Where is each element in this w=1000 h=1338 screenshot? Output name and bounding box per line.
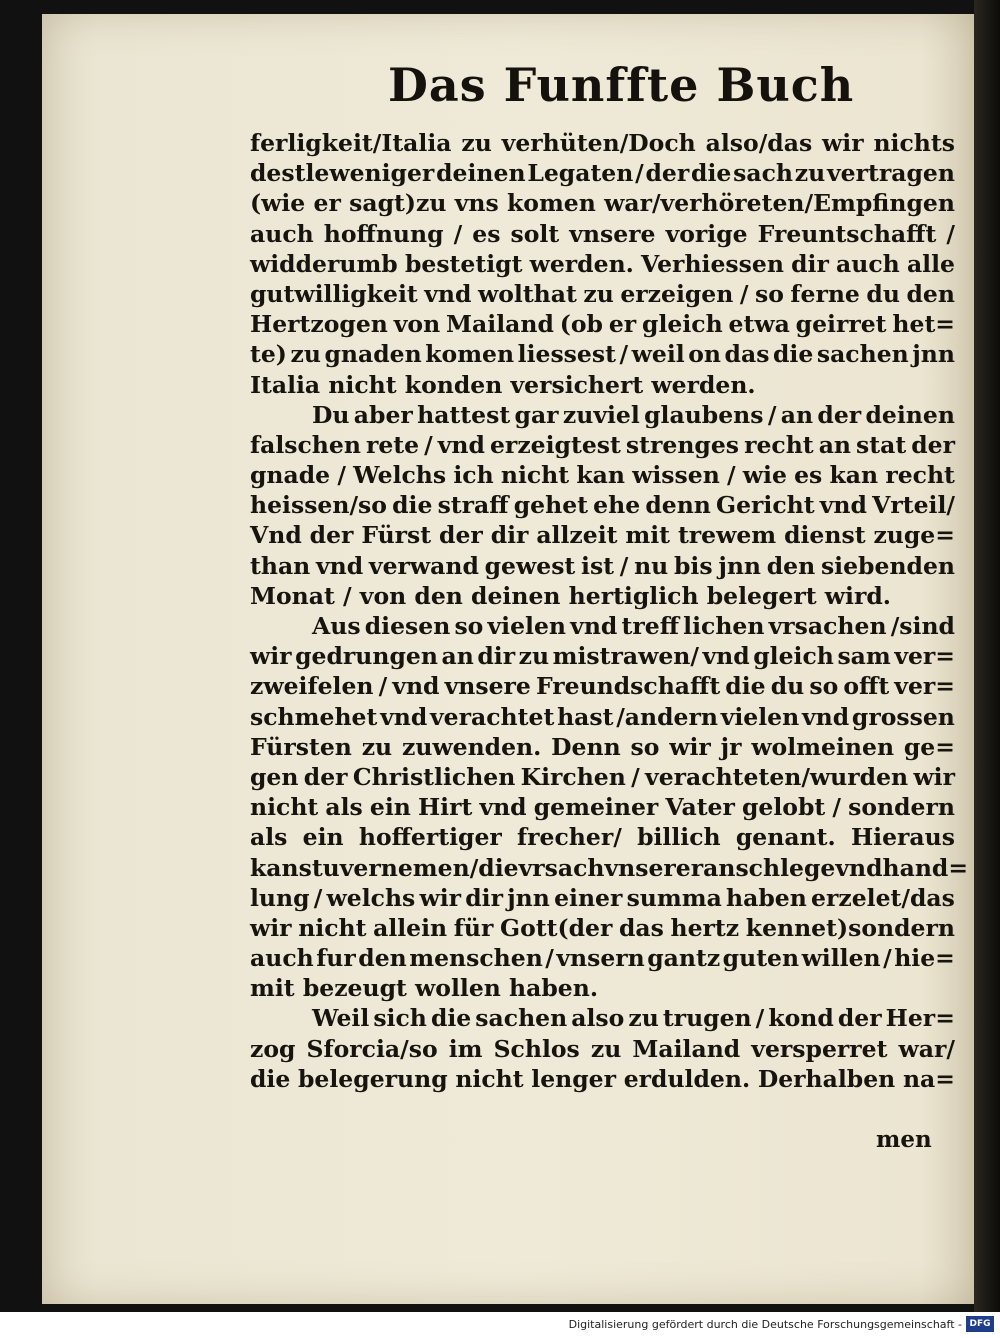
text-line: kanstu vernemen/die vrsach vnserer anschlege vnd hand= (250, 853, 969, 882)
text-line: heissen/so die straff gehet ehe denn Gericht vnd Vrteil/ (250, 491, 955, 520)
text-line: als ein hoffertiger frecher/ billich genant. Hieraus (250, 823, 955, 852)
text-line: wir nicht allein für Gott(der das hertz kennet)sondern (250, 913, 955, 942)
text-line: gen der Christlichen Kirchen / verachteten/wurden wir (250, 762, 955, 791)
text-line: lung / welchs wir dir jnn einer summa haben erzelet/das (250, 883, 955, 912)
text-line: auch hoffnung / es solt vnsere vorige Freuntschafft / (250, 219, 955, 248)
digitization-credit: Digitalisierung gefördert durch die Deutsche Forschungsgemeinschaft - (568, 1318, 962, 1331)
text-line: mit bezeugt wollen haben. (250, 974, 599, 1003)
text-line: ferligkeit/Italia zu verhüten/Doch also/das wir nichts (250, 129, 955, 157)
text-line: nicht als ein Hirt vnd gemeiner Vater gelobt / sondern (250, 793, 955, 822)
book-edge (974, 0, 1000, 1312)
text-line: Hertzogen von Mailand (ob er gleich etwa geirret het= (250, 310, 955, 339)
text-line: Monat / von den deinen hertiglich belegert wird. (250, 581, 891, 610)
text-line: (wie er sagt)zu vns komen war/verhöreten/Empfingen (250, 189, 955, 218)
text-line: zog Sforcia/so im Schlos zu Mailand versperret war/ (250, 1034, 955, 1063)
text-line: than vnd verwand gewest ist / nu bis jnn den siebenden (250, 551, 955, 580)
catchword: men (876, 1126, 932, 1153)
text-line: te) zu gnaden komen liessest / weil on das die sachen jnn (250, 340, 955, 369)
text-line: schmehet vnd verachtet hast /andern vielen vnd grossen (250, 702, 955, 731)
text-line: Fürsten zu zuwenden. Denn so wir jr wolmeinen ge= (250, 732, 955, 761)
body-text (250, 128, 969, 1094)
text-line: gnade / Welchs ich nicht kan wissen / wie es kan recht (250, 461, 955, 490)
text-line: Italia nicht konden versichert werden. (250, 370, 756, 399)
text-line: zweifelen / vnd vnsere Freundschafft die du so offt ver= (250, 672, 955, 701)
running-head: Das Funffte Buch (388, 58, 855, 112)
text-line: widderumb bestetigt werden. Verhiessen dir auch alle (250, 249, 955, 278)
text-line: Vnd der Fürst der dir allzeit mit trewem dienst zuge= (250, 521, 955, 550)
text-line: falschen rete / vnd erzeigtest strenges recht an stat der (250, 430, 955, 459)
text-line: Du aber hattest gar zuviel glaubens / an der deinen (312, 400, 955, 429)
text-line: Weil sich die sachen also zu trugen / kond der Her= (312, 1004, 955, 1033)
text-line: die belegerung nicht lenger erdulden. Derhalben na= (250, 1064, 955, 1093)
text-line: wir gedrungen an dir zu mistrawen/ vnd gleich sam ver= (250, 642, 955, 671)
show-through-text (292, 84, 306, 131)
text-line: Aus diesen so vielen vnd treff lichen vrsachen /sind (312, 612, 955, 640)
dfg-logo: DFG (966, 1316, 994, 1332)
text-line: destleweniger deinen Legaten / der die sach zu vertragen (250, 159, 955, 188)
text-line: gutwilligkeit vnd wolthat zu erzeigen / so ferne du den (250, 279, 955, 308)
text-line: auch fur den menschen / vnsern gantz guten willen / hie= (250, 944, 955, 973)
